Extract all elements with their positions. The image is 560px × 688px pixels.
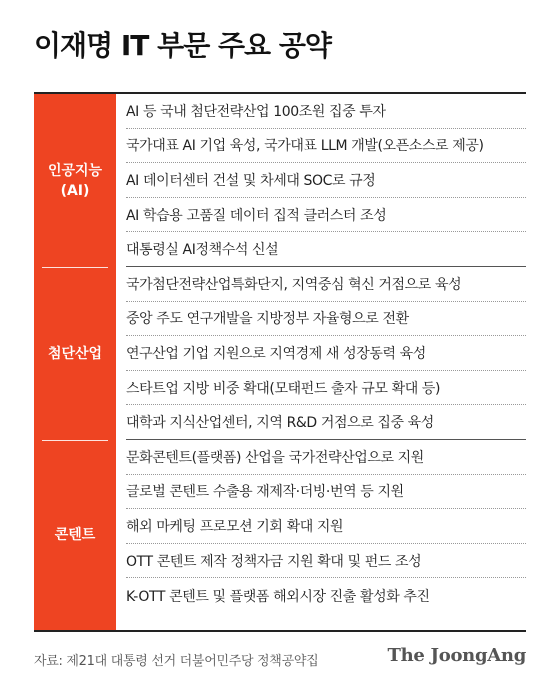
category-sidebar [34,94,116,630]
category-advanced-industry [34,267,116,440]
pledge-item: 대통령실 AI정책수석 신설 [126,232,526,267]
pledge-item: 문화콘텐트(플랫폼) 산업을 국가전략산업으로 지원 [126,440,526,475]
source-note: 자료: 제21대 대통령 선거 더불어민주당 정책공약집 [34,654,319,669]
category-ai-label: 인공지능 (AI) [47,162,103,199]
pledge-item: AI 등 국내 첨단전략산업 100조원 집중 투자 [126,94,526,129]
category-ai [34,94,116,267]
pledge-item: AI 학습용 고품질 데이터 집적 클러스터 조성 [126,198,526,233]
category-content-label: 콘텐트 [54,527,96,543]
pledge-item: 해외 마케팅 프로모션 기회 확대 지원 [126,509,526,544]
pledge-list [126,94,526,613]
pledge-item: 대학과 지식산업센터, 지역 R&D 거점으로 집중 육성 [126,405,526,440]
pledge-item: OTT 콘텐트 제작 정책자금 지원 확대 및 펀드 조성 [126,544,526,579]
pledge-item: 국가첨단전략산업특화단지, 지역중심 혁신 거점으로 육성 [126,267,526,302]
publisher-logo: The JoongAng [387,645,526,666]
page-title: 이재명 IT 부문 주요 공약 [34,29,331,62]
category-advanced-industry-label: 첨단산업 [47,345,103,362]
pledge-item: 국가대표 AI 기업 육성, 국가대표 LLM 개발(오픈소스로 제공) [126,129,526,164]
category-content [34,440,116,630]
pledge-item: AI 데이터센터 건설 및 차세대 SOC로 규정 [126,163,526,198]
pledge-item: 스타트업 지방 비중 확대(모태펀드 출자 규모 확대 등) [126,371,526,406]
pledge-item: 글로벌 콘텐트 수출용 재제작·더빙·번역 등 지원 [126,475,526,510]
bottom-rule [34,630,526,632]
pledge-item: 중앙 주도 연구개발을 지방정부 자율형으로 전환 [126,302,526,337]
pledge-item: 연구산업 기업 지원으로 지역경제 새 성장동력 육성 [126,336,526,371]
pledge-item: K-OTT 콘텐트 및 플랫폼 해외시장 진출 활성화 추진 [126,588,430,605]
